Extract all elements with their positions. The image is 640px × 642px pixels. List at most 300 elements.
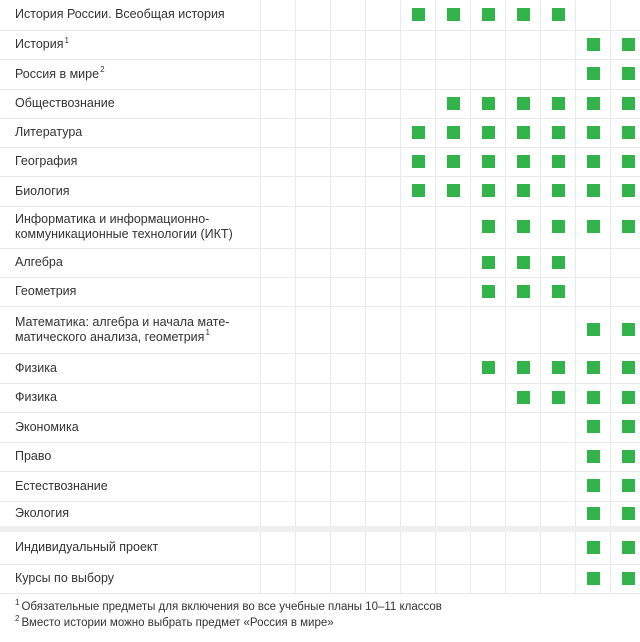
subject-label-line: Право bbox=[15, 449, 52, 463]
included-marker-icon bbox=[587, 541, 600, 554]
grade-cell bbox=[436, 442, 471, 471]
subject-name bbox=[0, 442, 261, 471]
included-marker-icon bbox=[517, 285, 530, 298]
grade-cell bbox=[401, 30, 436, 59]
grade-cell bbox=[471, 30, 506, 59]
grade-cell bbox=[506, 0, 541, 30]
subject-label-line: Алгебра bbox=[15, 255, 63, 269]
included-marker-icon bbox=[482, 220, 495, 233]
grade-cell bbox=[576, 442, 611, 471]
grade-cell bbox=[471, 353, 506, 383]
grade-cell bbox=[576, 471, 611, 501]
grade-cell bbox=[296, 471, 331, 501]
included-marker-icon bbox=[552, 155, 565, 168]
grade-cell bbox=[541, 564, 576, 593]
included-marker-icon bbox=[517, 8, 530, 21]
grade-cell bbox=[436, 501, 471, 529]
grade-cell bbox=[541, 30, 576, 59]
grade-cell bbox=[506, 206, 541, 248]
grade-cell bbox=[296, 412, 331, 442]
grade-cell bbox=[296, 248, 331, 277]
grade-cell bbox=[261, 147, 296, 176]
grade-cell bbox=[436, 353, 471, 383]
grade-cell bbox=[296, 147, 331, 176]
grade-cell bbox=[576, 501, 611, 529]
footnote-number: 1 bbox=[15, 598, 20, 608]
grade-cell bbox=[436, 147, 471, 176]
grade-cell bbox=[436, 89, 471, 118]
grade-cell bbox=[296, 89, 331, 118]
grade-cell bbox=[471, 277, 506, 306]
grade-cell bbox=[296, 564, 331, 593]
grade-cell bbox=[541, 306, 576, 353]
subject-label-line: История bbox=[15, 37, 64, 51]
grade-cell bbox=[506, 471, 541, 501]
grade-cell bbox=[471, 176, 506, 206]
table-row bbox=[0, 564, 640, 593]
grade-cell bbox=[296, 529, 331, 564]
grade-cell bbox=[401, 206, 436, 248]
grade-cell bbox=[611, 89, 640, 118]
grade-cell bbox=[401, 412, 436, 442]
grade-cell bbox=[611, 442, 640, 471]
grade-cell bbox=[331, 564, 366, 593]
grade-cell bbox=[541, 471, 576, 501]
subject-label-line: Геометрия bbox=[15, 284, 77, 298]
table-row bbox=[0, 501, 640, 529]
grade-cell bbox=[436, 564, 471, 593]
subject-name bbox=[0, 306, 261, 353]
grade-cell bbox=[471, 383, 506, 412]
grade-cell bbox=[296, 118, 331, 147]
grade-cell bbox=[401, 529, 436, 564]
grade-cell bbox=[261, 471, 296, 501]
included-marker-icon bbox=[587, 126, 600, 139]
grade-cell bbox=[331, 501, 366, 529]
grade-cell bbox=[541, 206, 576, 248]
grade-cell bbox=[541, 59, 576, 89]
grade-cell bbox=[576, 277, 611, 306]
grade-cell bbox=[401, 306, 436, 353]
table-row bbox=[0, 0, 640, 30]
grade-cell bbox=[261, 564, 296, 593]
grade-cell bbox=[331, 353, 366, 383]
grade-cell bbox=[541, 176, 576, 206]
footnote-ref: 1 bbox=[64, 35, 69, 45]
grade-cell bbox=[436, 248, 471, 277]
grade-cell bbox=[366, 529, 401, 564]
included-marker-icon bbox=[587, 155, 600, 168]
subject-name bbox=[0, 176, 261, 206]
grade-cell bbox=[296, 306, 331, 353]
included-marker-icon bbox=[447, 184, 460, 197]
footnote bbox=[15, 615, 442, 631]
included-marker-icon bbox=[412, 155, 425, 168]
subject-name bbox=[0, 0, 261, 30]
grade-cell bbox=[296, 442, 331, 471]
grade-cell bbox=[506, 147, 541, 176]
grade-cell bbox=[331, 277, 366, 306]
included-marker-icon bbox=[517, 391, 530, 404]
grade-cell bbox=[471, 59, 506, 89]
included-marker-icon bbox=[482, 155, 495, 168]
grade-cell bbox=[506, 118, 541, 147]
subject-label-line: История России. Всеобщая история bbox=[15, 7, 225, 22]
subject-name bbox=[0, 353, 261, 383]
subject-label-line: Обществознание bbox=[15, 96, 115, 110]
subject-label-line: Математика: алгебра и начала мате- bbox=[15, 314, 230, 329]
grade-cell bbox=[401, 383, 436, 412]
grade-cell bbox=[506, 412, 541, 442]
grade-cell bbox=[611, 248, 640, 277]
included-marker-icon bbox=[482, 285, 495, 298]
grade-cell bbox=[401, 248, 436, 277]
grade-cell bbox=[541, 147, 576, 176]
grade-cell bbox=[401, 277, 436, 306]
grade-cell bbox=[366, 306, 401, 353]
grade-cell bbox=[576, 0, 611, 30]
grade-cell bbox=[331, 206, 366, 248]
included-marker-icon bbox=[587, 507, 600, 520]
grade-cell bbox=[401, 501, 436, 529]
grade-cell bbox=[576, 412, 611, 442]
included-marker-icon bbox=[517, 220, 530, 233]
grade-cell bbox=[261, 353, 296, 383]
grade-cell bbox=[261, 59, 296, 89]
grade-cell bbox=[296, 501, 331, 529]
included-marker-icon bbox=[587, 450, 600, 463]
grade-cell bbox=[331, 248, 366, 277]
table-row bbox=[0, 118, 640, 147]
grade-cell bbox=[331, 471, 366, 501]
grade-cell bbox=[506, 89, 541, 118]
included-marker-icon bbox=[622, 220, 635, 233]
included-marker-icon bbox=[552, 220, 565, 233]
grade-cell bbox=[261, 0, 296, 30]
included-marker-icon bbox=[482, 361, 495, 374]
table-row bbox=[0, 471, 640, 501]
subject-name bbox=[0, 383, 261, 412]
grade-cell bbox=[471, 206, 506, 248]
subject-name bbox=[0, 206, 261, 248]
included-marker-icon bbox=[587, 220, 600, 233]
grade-cell bbox=[366, 147, 401, 176]
footnote-text: Вместо истории можно выбрать предмет «Россия в мире» bbox=[21, 617, 334, 629]
included-marker-icon bbox=[622, 450, 635, 463]
grade-cell bbox=[506, 59, 541, 89]
grade-cell bbox=[331, 147, 366, 176]
grade-cell bbox=[611, 277, 640, 306]
subject-name bbox=[0, 118, 261, 147]
grade-cell bbox=[541, 501, 576, 529]
grade-cell bbox=[331, 442, 366, 471]
grade-cell bbox=[471, 442, 506, 471]
grade-cell bbox=[436, 118, 471, 147]
grade-cell bbox=[541, 0, 576, 30]
grade-cell bbox=[261, 248, 296, 277]
grade-cell bbox=[471, 147, 506, 176]
grade-cell bbox=[436, 306, 471, 353]
grade-cell bbox=[331, 306, 366, 353]
included-marker-icon bbox=[622, 126, 635, 139]
grade-cell bbox=[366, 501, 401, 529]
grade-cell bbox=[611, 30, 640, 59]
footnote bbox=[15, 599, 442, 615]
grade-cell bbox=[506, 501, 541, 529]
included-marker-icon bbox=[587, 97, 600, 110]
grade-cell bbox=[331, 529, 366, 564]
grade-cell bbox=[541, 89, 576, 118]
subject-name bbox=[0, 529, 261, 564]
included-marker-icon bbox=[552, 126, 565, 139]
subject-label-line: коммуникационные технологии (ИКТ) bbox=[15, 227, 233, 241]
included-marker-icon bbox=[447, 97, 460, 110]
subject-name bbox=[0, 147, 261, 176]
grade-cell bbox=[541, 118, 576, 147]
grade-cell bbox=[331, 89, 366, 118]
subject-name bbox=[0, 471, 261, 501]
included-marker-icon bbox=[622, 67, 635, 80]
subject-label-line: География bbox=[15, 154, 78, 168]
grade-cell bbox=[576, 383, 611, 412]
subject-name bbox=[0, 59, 261, 89]
table-row bbox=[0, 529, 640, 564]
grade-cell bbox=[366, 118, 401, 147]
included-marker-icon bbox=[587, 391, 600, 404]
grade-cell bbox=[331, 118, 366, 147]
grade-cell bbox=[296, 383, 331, 412]
grade-cell bbox=[366, 0, 401, 30]
included-marker-icon bbox=[482, 256, 495, 269]
table-row bbox=[0, 277, 640, 306]
grade-cell bbox=[611, 59, 640, 89]
grade-cell bbox=[401, 471, 436, 501]
grade-cell bbox=[576, 353, 611, 383]
grade-cell bbox=[576, 59, 611, 89]
grade-cell bbox=[611, 206, 640, 248]
table-row bbox=[0, 442, 640, 471]
included-marker-icon bbox=[622, 420, 635, 433]
grade-cell bbox=[541, 383, 576, 412]
grade-cell bbox=[471, 471, 506, 501]
included-marker-icon bbox=[587, 184, 600, 197]
grade-cell bbox=[296, 176, 331, 206]
subject-label-line: Литература bbox=[15, 125, 83, 139]
subject-label-line: Физика bbox=[15, 390, 57, 404]
grade-cell bbox=[261, 529, 296, 564]
grade-cell bbox=[436, 0, 471, 30]
included-marker-icon bbox=[447, 8, 460, 21]
grade-cell bbox=[366, 248, 401, 277]
grade-cell bbox=[331, 383, 366, 412]
grade-cell bbox=[506, 442, 541, 471]
grade-cell bbox=[401, 118, 436, 147]
included-marker-icon bbox=[587, 420, 600, 433]
included-marker-icon bbox=[412, 126, 425, 139]
grade-cell bbox=[541, 442, 576, 471]
grade-cell bbox=[366, 412, 401, 442]
included-marker-icon bbox=[622, 184, 635, 197]
included-marker-icon bbox=[517, 126, 530, 139]
grade-cell bbox=[471, 306, 506, 353]
grade-cell bbox=[366, 30, 401, 59]
footnote-ref: 2 bbox=[100, 65, 105, 75]
subject-label-line: Экология bbox=[15, 506, 69, 521]
grade-cell bbox=[261, 176, 296, 206]
subject-name bbox=[0, 277, 261, 306]
included-marker-icon bbox=[622, 361, 635, 374]
grade-cell bbox=[541, 248, 576, 277]
grade-cell bbox=[366, 59, 401, 89]
table-row bbox=[0, 59, 640, 89]
grade-cell bbox=[261, 277, 296, 306]
grade-cell bbox=[576, 118, 611, 147]
grade-cell bbox=[611, 564, 640, 593]
grade-cell bbox=[261, 206, 296, 248]
included-marker-icon bbox=[447, 126, 460, 139]
subject-label-line: Индивидуальный проект bbox=[15, 540, 159, 555]
grade-cell bbox=[366, 206, 401, 248]
subject-label-line: Физика bbox=[15, 360, 57, 375]
grade-cell bbox=[576, 176, 611, 206]
grade-cell bbox=[611, 353, 640, 383]
grade-cell bbox=[261, 501, 296, 529]
included-marker-icon bbox=[622, 391, 635, 404]
included-marker-icon bbox=[482, 184, 495, 197]
grade-cell bbox=[541, 529, 576, 564]
grade-cell bbox=[366, 442, 401, 471]
table-row bbox=[0, 412, 640, 442]
grade-cell bbox=[296, 59, 331, 89]
grade-cell bbox=[366, 277, 401, 306]
included-marker-icon bbox=[552, 97, 565, 110]
grade-cell bbox=[506, 383, 541, 412]
grade-cell bbox=[436, 30, 471, 59]
footnotes bbox=[15, 599, 442, 631]
subject-name bbox=[0, 564, 261, 593]
grade-cell bbox=[436, 59, 471, 89]
grade-cell bbox=[471, 118, 506, 147]
subject-name bbox=[0, 248, 261, 277]
grade-cell bbox=[401, 442, 436, 471]
grade-cell bbox=[611, 306, 640, 353]
grade-cell bbox=[541, 412, 576, 442]
included-marker-icon bbox=[552, 8, 565, 21]
grade-cell bbox=[261, 30, 296, 59]
included-marker-icon bbox=[587, 572, 600, 585]
grade-cell bbox=[331, 30, 366, 59]
grade-cell bbox=[506, 529, 541, 564]
included-marker-icon bbox=[482, 97, 495, 110]
grade-cell bbox=[401, 564, 436, 593]
grade-cell bbox=[471, 248, 506, 277]
grade-cell bbox=[261, 412, 296, 442]
included-marker-icon bbox=[552, 285, 565, 298]
grade-cell bbox=[506, 248, 541, 277]
table-row bbox=[0, 306, 640, 353]
grade-cell bbox=[261, 306, 296, 353]
grade-cell bbox=[401, 147, 436, 176]
grade-cell bbox=[261, 118, 296, 147]
grade-cell bbox=[366, 353, 401, 383]
grade-cell bbox=[471, 564, 506, 593]
grade-cell bbox=[331, 176, 366, 206]
grade-cell bbox=[401, 176, 436, 206]
included-marker-icon bbox=[587, 361, 600, 374]
grade-cell bbox=[506, 176, 541, 206]
table-row bbox=[0, 89, 640, 118]
grade-cell bbox=[471, 529, 506, 564]
included-marker-icon bbox=[482, 126, 495, 139]
included-marker-icon bbox=[412, 8, 425, 21]
included-marker-icon bbox=[552, 391, 565, 404]
included-marker-icon bbox=[587, 479, 600, 492]
grade-cell bbox=[296, 353, 331, 383]
grade-cell bbox=[611, 118, 640, 147]
grade-cell bbox=[576, 529, 611, 564]
included-marker-icon bbox=[552, 256, 565, 269]
included-marker-icon bbox=[517, 361, 530, 374]
included-marker-icon bbox=[622, 541, 635, 554]
subject-label-line: Экономика bbox=[15, 419, 79, 434]
grade-cell bbox=[471, 89, 506, 118]
grade-cell bbox=[401, 0, 436, 30]
included-marker-icon bbox=[517, 97, 530, 110]
grade-cell bbox=[331, 412, 366, 442]
subject-label-line: Естествознание bbox=[15, 478, 108, 493]
included-marker-icon bbox=[622, 38, 635, 51]
grade-cell bbox=[471, 412, 506, 442]
grade-cell bbox=[401, 59, 436, 89]
grade-cell bbox=[611, 383, 640, 412]
grade-cell bbox=[436, 412, 471, 442]
included-marker-icon bbox=[622, 97, 635, 110]
grade-cell bbox=[296, 0, 331, 30]
grade-cell bbox=[576, 30, 611, 59]
grade-cell bbox=[436, 383, 471, 412]
grade-cell bbox=[611, 176, 640, 206]
included-marker-icon bbox=[517, 184, 530, 197]
table-row bbox=[0, 353, 640, 383]
subject-name bbox=[0, 412, 261, 442]
grade-cell bbox=[506, 30, 541, 59]
subject-name bbox=[0, 30, 261, 59]
grade-cell bbox=[506, 353, 541, 383]
grade-cell bbox=[261, 383, 296, 412]
grade-cell bbox=[541, 277, 576, 306]
grade-cell bbox=[576, 248, 611, 277]
subject-name bbox=[0, 89, 261, 118]
included-marker-icon bbox=[587, 67, 600, 80]
subject-label-line: Биология bbox=[15, 183, 70, 198]
grade-cell bbox=[401, 89, 436, 118]
grade-cell bbox=[471, 0, 506, 30]
footnote-number: 2 bbox=[15, 614, 20, 624]
subject-name bbox=[0, 501, 261, 529]
grade-cell bbox=[296, 30, 331, 59]
table-row bbox=[0, 248, 640, 277]
subject-label-line: Информатика и информационно- bbox=[15, 212, 210, 226]
grade-cell bbox=[296, 206, 331, 248]
included-marker-icon bbox=[622, 572, 635, 585]
grade-cell bbox=[471, 501, 506, 529]
grade-cell bbox=[576, 89, 611, 118]
table-row bbox=[0, 206, 640, 248]
grade-cell bbox=[436, 176, 471, 206]
grade-cell bbox=[261, 442, 296, 471]
included-marker-icon bbox=[552, 361, 565, 374]
grade-cell bbox=[366, 564, 401, 593]
